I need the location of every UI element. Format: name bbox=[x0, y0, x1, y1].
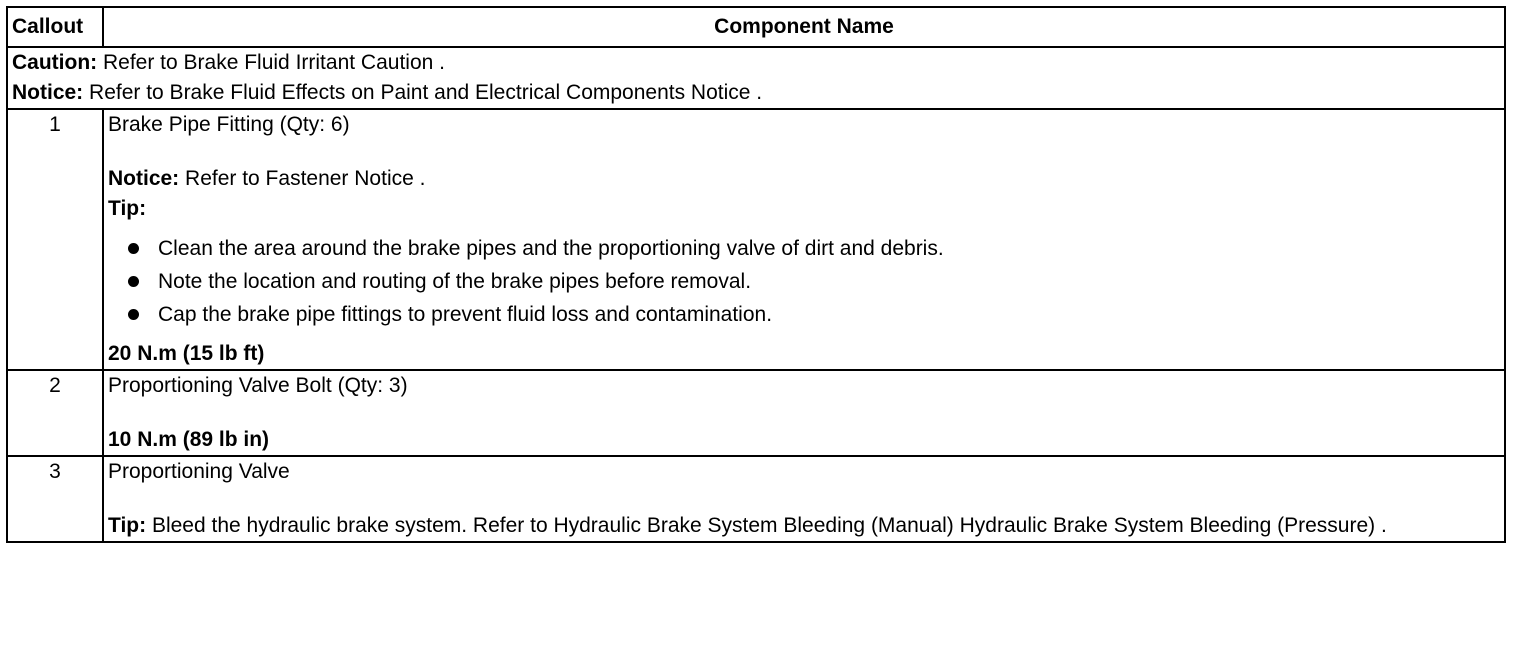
component-table bbox=[6, 6, 1506, 543]
notice-label: Notice: bbox=[12, 81, 84, 104]
tip-text: Cap the brake pipe fittings to prevent fluid loss and contamination. bbox=[158, 303, 773, 326]
list-item bbox=[128, 298, 1500, 331]
list-item bbox=[128, 265, 1500, 298]
notice-text: Refer to Fastener Notice . bbox=[179, 167, 426, 190]
safety-notes bbox=[7, 47, 1505, 109]
component-name-header: Component Name bbox=[103, 7, 1505, 47]
tip-text: Note the location and routing of the brake pipes before removal. bbox=[158, 270, 752, 293]
caution-text: Refer to Brake Fluid Irritant Caution . bbox=[97, 51, 445, 74]
component-name: Brake Pipe Fitting (Qty: 6) bbox=[108, 113, 350, 136]
table-row bbox=[7, 109, 1505, 370]
callout-3: 3 bbox=[7, 456, 103, 542]
bullet-icon bbox=[128, 276, 139, 287]
notice-text: Refer to Brake Fluid Effects on Paint and Electrical Components Notice . bbox=[83, 81, 763, 104]
notice-line bbox=[108, 164, 1500, 194]
component-table-container bbox=[6, 6, 1506, 543]
safety-row bbox=[7, 47, 1505, 109]
notice-label: Notice: bbox=[108, 167, 180, 190]
component-name: Proportioning Valve bbox=[108, 460, 290, 483]
callout-2: 2 bbox=[7, 370, 103, 456]
component-name: Proportioning Valve Bolt (Qty: 3) bbox=[108, 374, 408, 397]
header-row bbox=[7, 7, 1505, 47]
bullet-icon bbox=[128, 309, 139, 320]
torque-spec: 20 N.m (15 lb ft) bbox=[108, 342, 265, 365]
callout-header: Callout bbox=[7, 7, 103, 47]
callout-1: 1 bbox=[7, 109, 103, 370]
bullet-icon bbox=[128, 243, 139, 254]
tip-list bbox=[108, 232, 1500, 331]
component-cell-1 bbox=[103, 109, 1505, 370]
notice-line bbox=[12, 78, 1500, 108]
tip-label: Tip: bbox=[108, 514, 147, 537]
tip-line bbox=[108, 511, 1500, 541]
list-item bbox=[128, 232, 1500, 265]
caution-label: Caution: bbox=[12, 51, 98, 74]
table-row bbox=[7, 456, 1505, 542]
component-cell-3 bbox=[103, 456, 1505, 542]
tip-text: Bleed the hydraulic brake system. Refer to Hydraulic Brake System Bleeding (Manual) Hydraulic Brake System Bleeding (Pressure) . bbox=[146, 514, 1387, 537]
component-cell-2 bbox=[103, 370, 1505, 456]
tip-label: Tip: bbox=[108, 197, 147, 220]
table-row bbox=[7, 370, 1505, 456]
torque-spec: 10 N.m (89 lb in) bbox=[108, 428, 270, 451]
caution-line bbox=[12, 48, 1500, 78]
tip-text: Clean the area around the brake pipes and the proportioning valve of dirt and debris. bbox=[158, 237, 944, 260]
